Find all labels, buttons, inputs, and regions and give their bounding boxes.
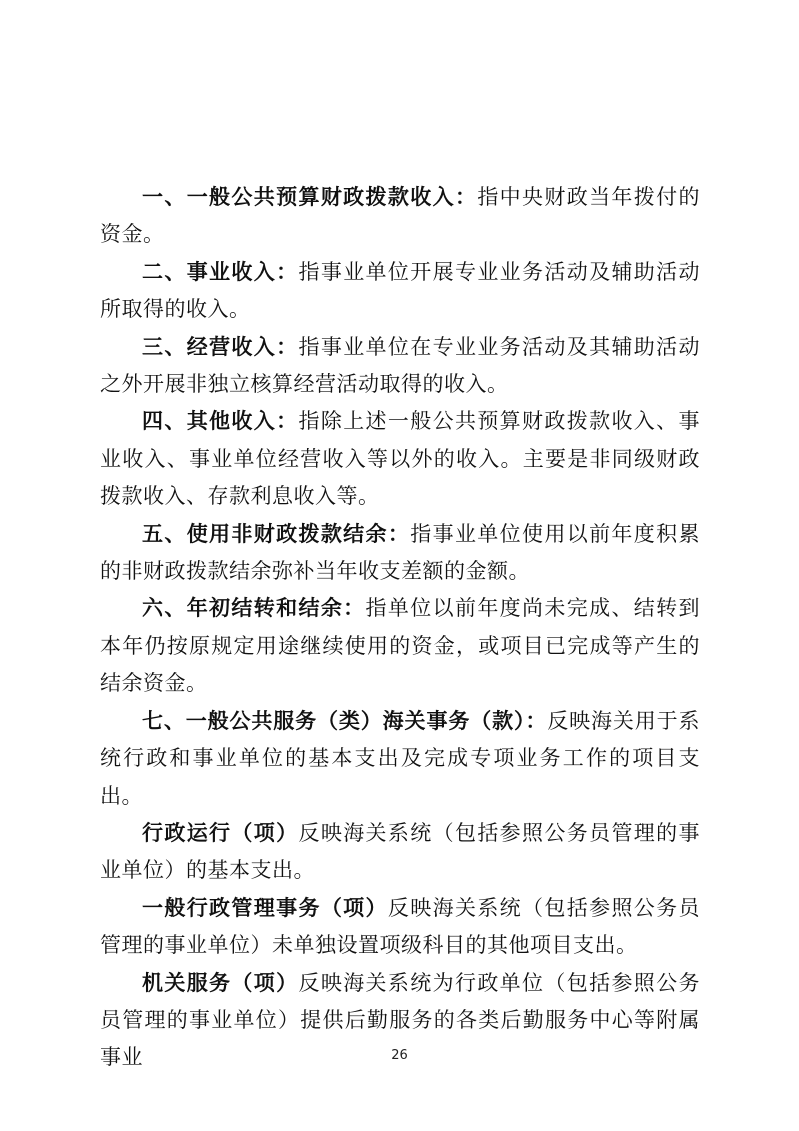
paragraph-administrative-operation bbox=[100, 815, 700, 890]
paragraph-term: 二、事业收入： bbox=[142, 259, 299, 284]
paragraph-text: 指事业单位开展专业业务活动及辅助活动所取得的收入。 bbox=[100, 259, 701, 322]
paragraph-term: 三、经营收入： bbox=[142, 334, 299, 359]
paragraph-text: 反映海关用于系统行政和事业单位的基本支出及完成专项业务工作的项目支出。 bbox=[100, 708, 700, 808]
paragraph-text: 指中央财政当年拨付的资金。 bbox=[100, 185, 700, 247]
paragraph-customs-affairs bbox=[100, 703, 700, 815]
paragraph-text: 指单位以前年度尚未完成、结转到本年仍按原规定用途继续使用的资金，或项目已完成等产生的结余资金。 bbox=[100, 596, 701, 696]
paragraph-text: 反映海关系统（包括参照公务员管理的事业单位）的基本支出。 bbox=[100, 820, 701, 883]
paragraph-term: 五、使用非财政拨款结余： bbox=[142, 521, 411, 546]
paragraph-term: 行政运行（项） bbox=[142, 820, 299, 845]
paragraph-operating-income bbox=[100, 329, 700, 404]
paragraph-non-fiscal-balance bbox=[100, 516, 700, 591]
paragraph-general-budget-income bbox=[100, 179, 700, 254]
paragraph-other-income bbox=[100, 403, 700, 515]
paragraph-term: 一、一般公共预算财政拨款收入： bbox=[142, 185, 478, 209]
paragraph-general-administration bbox=[100, 890, 700, 965]
paragraph-text: 反映海关系统为行政单位（包括参照公务员管理的事业单位）提供后勤服务的各类后勤服务中心等附属事业 bbox=[100, 970, 701, 1070]
document-body bbox=[100, 179, 700, 1077]
paragraph-term: 机关服务（项） bbox=[142, 970, 299, 995]
paragraph-text: 指事业单位在专业业务活动及其辅助活动之外开展非独立核算经营活动取得的收入。 bbox=[100, 334, 701, 397]
paragraph-text: 指除上述一般公共预算财政拨款收入、事业收入、事业单位经营收入等以外的收入。主要是非同级财政拨款收入、存款利息收入等。 bbox=[100, 409, 701, 509]
paragraph-term: 七、一般公共服务（类）海关事务（款）： bbox=[142, 708, 548, 733]
paragraph-carryover-balance bbox=[100, 590, 700, 702]
paragraph-term: 四、其他收入： bbox=[142, 409, 299, 434]
page-number: 26 bbox=[391, 1048, 408, 1063]
paragraph-text: 指事业单位使用以前年度积累的非财政拨款结余弥补当年收支差额的金额。 bbox=[100, 521, 700, 584]
paragraph-term: 一般行政管理事务（项） bbox=[142, 895, 388, 920]
paragraph-business-income bbox=[100, 254, 700, 329]
paragraph-text: 反映海关系统（包括参照公务员管理的事业单位）未单独设置项级科目的其他项目支出。 bbox=[100, 895, 701, 958]
paragraph-term: 六、年初结转和结余： bbox=[142, 596, 366, 621]
